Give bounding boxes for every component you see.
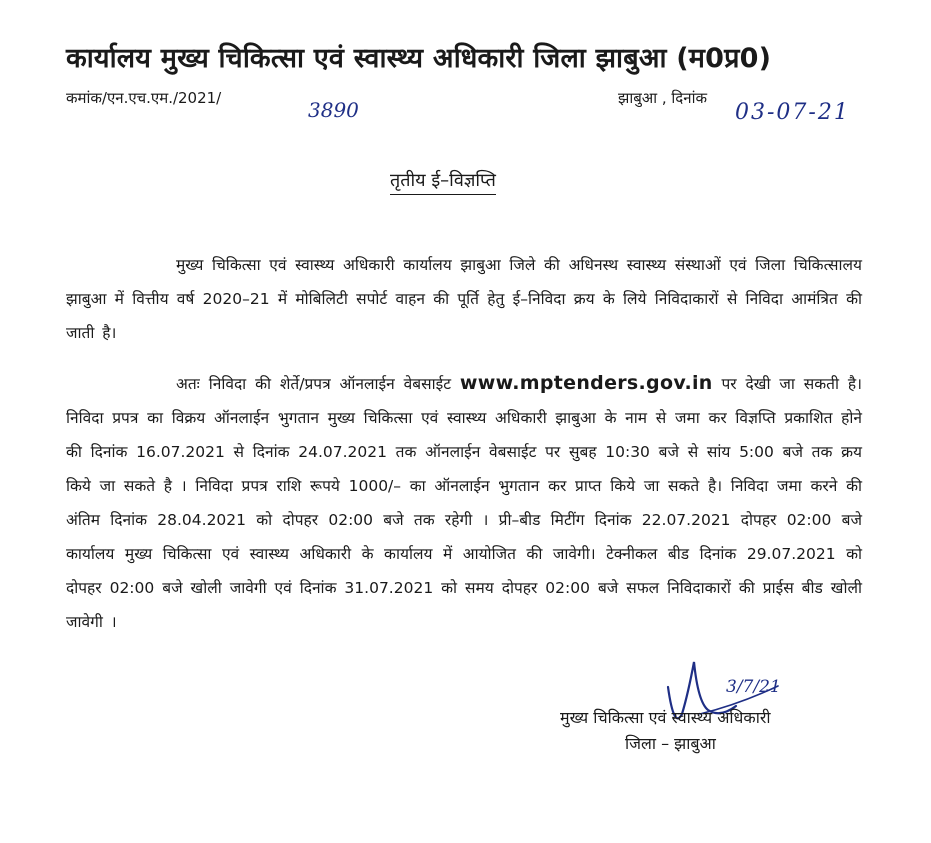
signatory-designation: मुख्य चिकित्सा एवं स्वास्थ्य अधिकारी — [560, 708, 771, 727]
signatory-district: जिला – झाबुआ — [625, 734, 716, 753]
paragraph-intro: मुख्य चिकित्सा एवं स्वास्थ्य अधिकारी कार्यालय झाबुआ जिले की अधिनस्थ स्वास्थ्य संस्थाओं एवं जिला चिकित्सालय झाबुआ में वित्तीय वर्ष 2020–21 में मोबिलिटी सपोर्ट वाहन की पूर्ति हेतु ई–निविदा क्रय के लिये निविदाकारों से निविदा आमंत्रित की जाती है। — [66, 255, 862, 342]
reference-prefix: कमांक/एन.एच.एम./2021/ — [66, 89, 222, 107]
tender-website-link[interactable]: www.mptenders.gov.in — [459, 371, 713, 394]
signature-date: 3/7/21 — [726, 677, 781, 697]
paragraph-details — [66, 366, 862, 639]
office-title: कार्यालय मुख्य चिकित्सा एवं स्वास्थ्य अधिकारी जिला झाबुआ (म0प्र0) — [66, 43, 772, 74]
handwritten-date: 03-07-21 — [735, 100, 850, 125]
notice-title: तृतीय ई–विज्ञप्ति — [390, 168, 496, 195]
reference-number: 3890 — [308, 98, 359, 122]
signature-block — [560, 706, 850, 754]
paragraph-details-rest: पर देखी जा सकती है। निविदा प्रपत्र का विक्रय ऑनलाईन भुगतान मुख्य चिकित्सा एवं स्वास्थ्य अधिकारी झाबुआ के नाम से जमा कर विज्ञप्ति प्रकाशित होने की दिनांक 16.07.2021 से दिनांक 24.07.2021 तक ऑनलाईन वेबसाईट पर सुबह 10:30 बजे से सांय 5:00 बजे तक क्रय किये जा सकते है । निविदा प्रपत्र राशि रूपये 1000/– का ऑनलाईन भुगतान कर प्राप्त किये जा सकते है। निविदा जमा करने की अंतिम दिनांक 28.04.2021 को दोपहर 02:00 बजे तक रहेगी । प्री–बीड मिटींग दिनांक 22.07.2021 दोपहर 02:00 बजे कार्यालय मुख्य चिकित्सा एवं स्वास्थ्य अधिकारी के कार्यालय में आयोजित की जावेगी। टेक्नीकल बीड दिनांक 29.07.2021 को दोपहर 02:00 बजे खोली जावेगी एवं दिनांक 31.07.2021 को समय दोपहर 02:00 बजे सफल निविदाकारों की प्राईस बीड खोली जावेगी । — [66, 374, 862, 631]
paragraph-details-lead: अतः निविदा की शेर्ते/प्रपत्र ऑनलाईन वेबसाईट — [176, 374, 452, 393]
place-date-label: झाबुआ , दिनांक — [618, 89, 708, 107]
